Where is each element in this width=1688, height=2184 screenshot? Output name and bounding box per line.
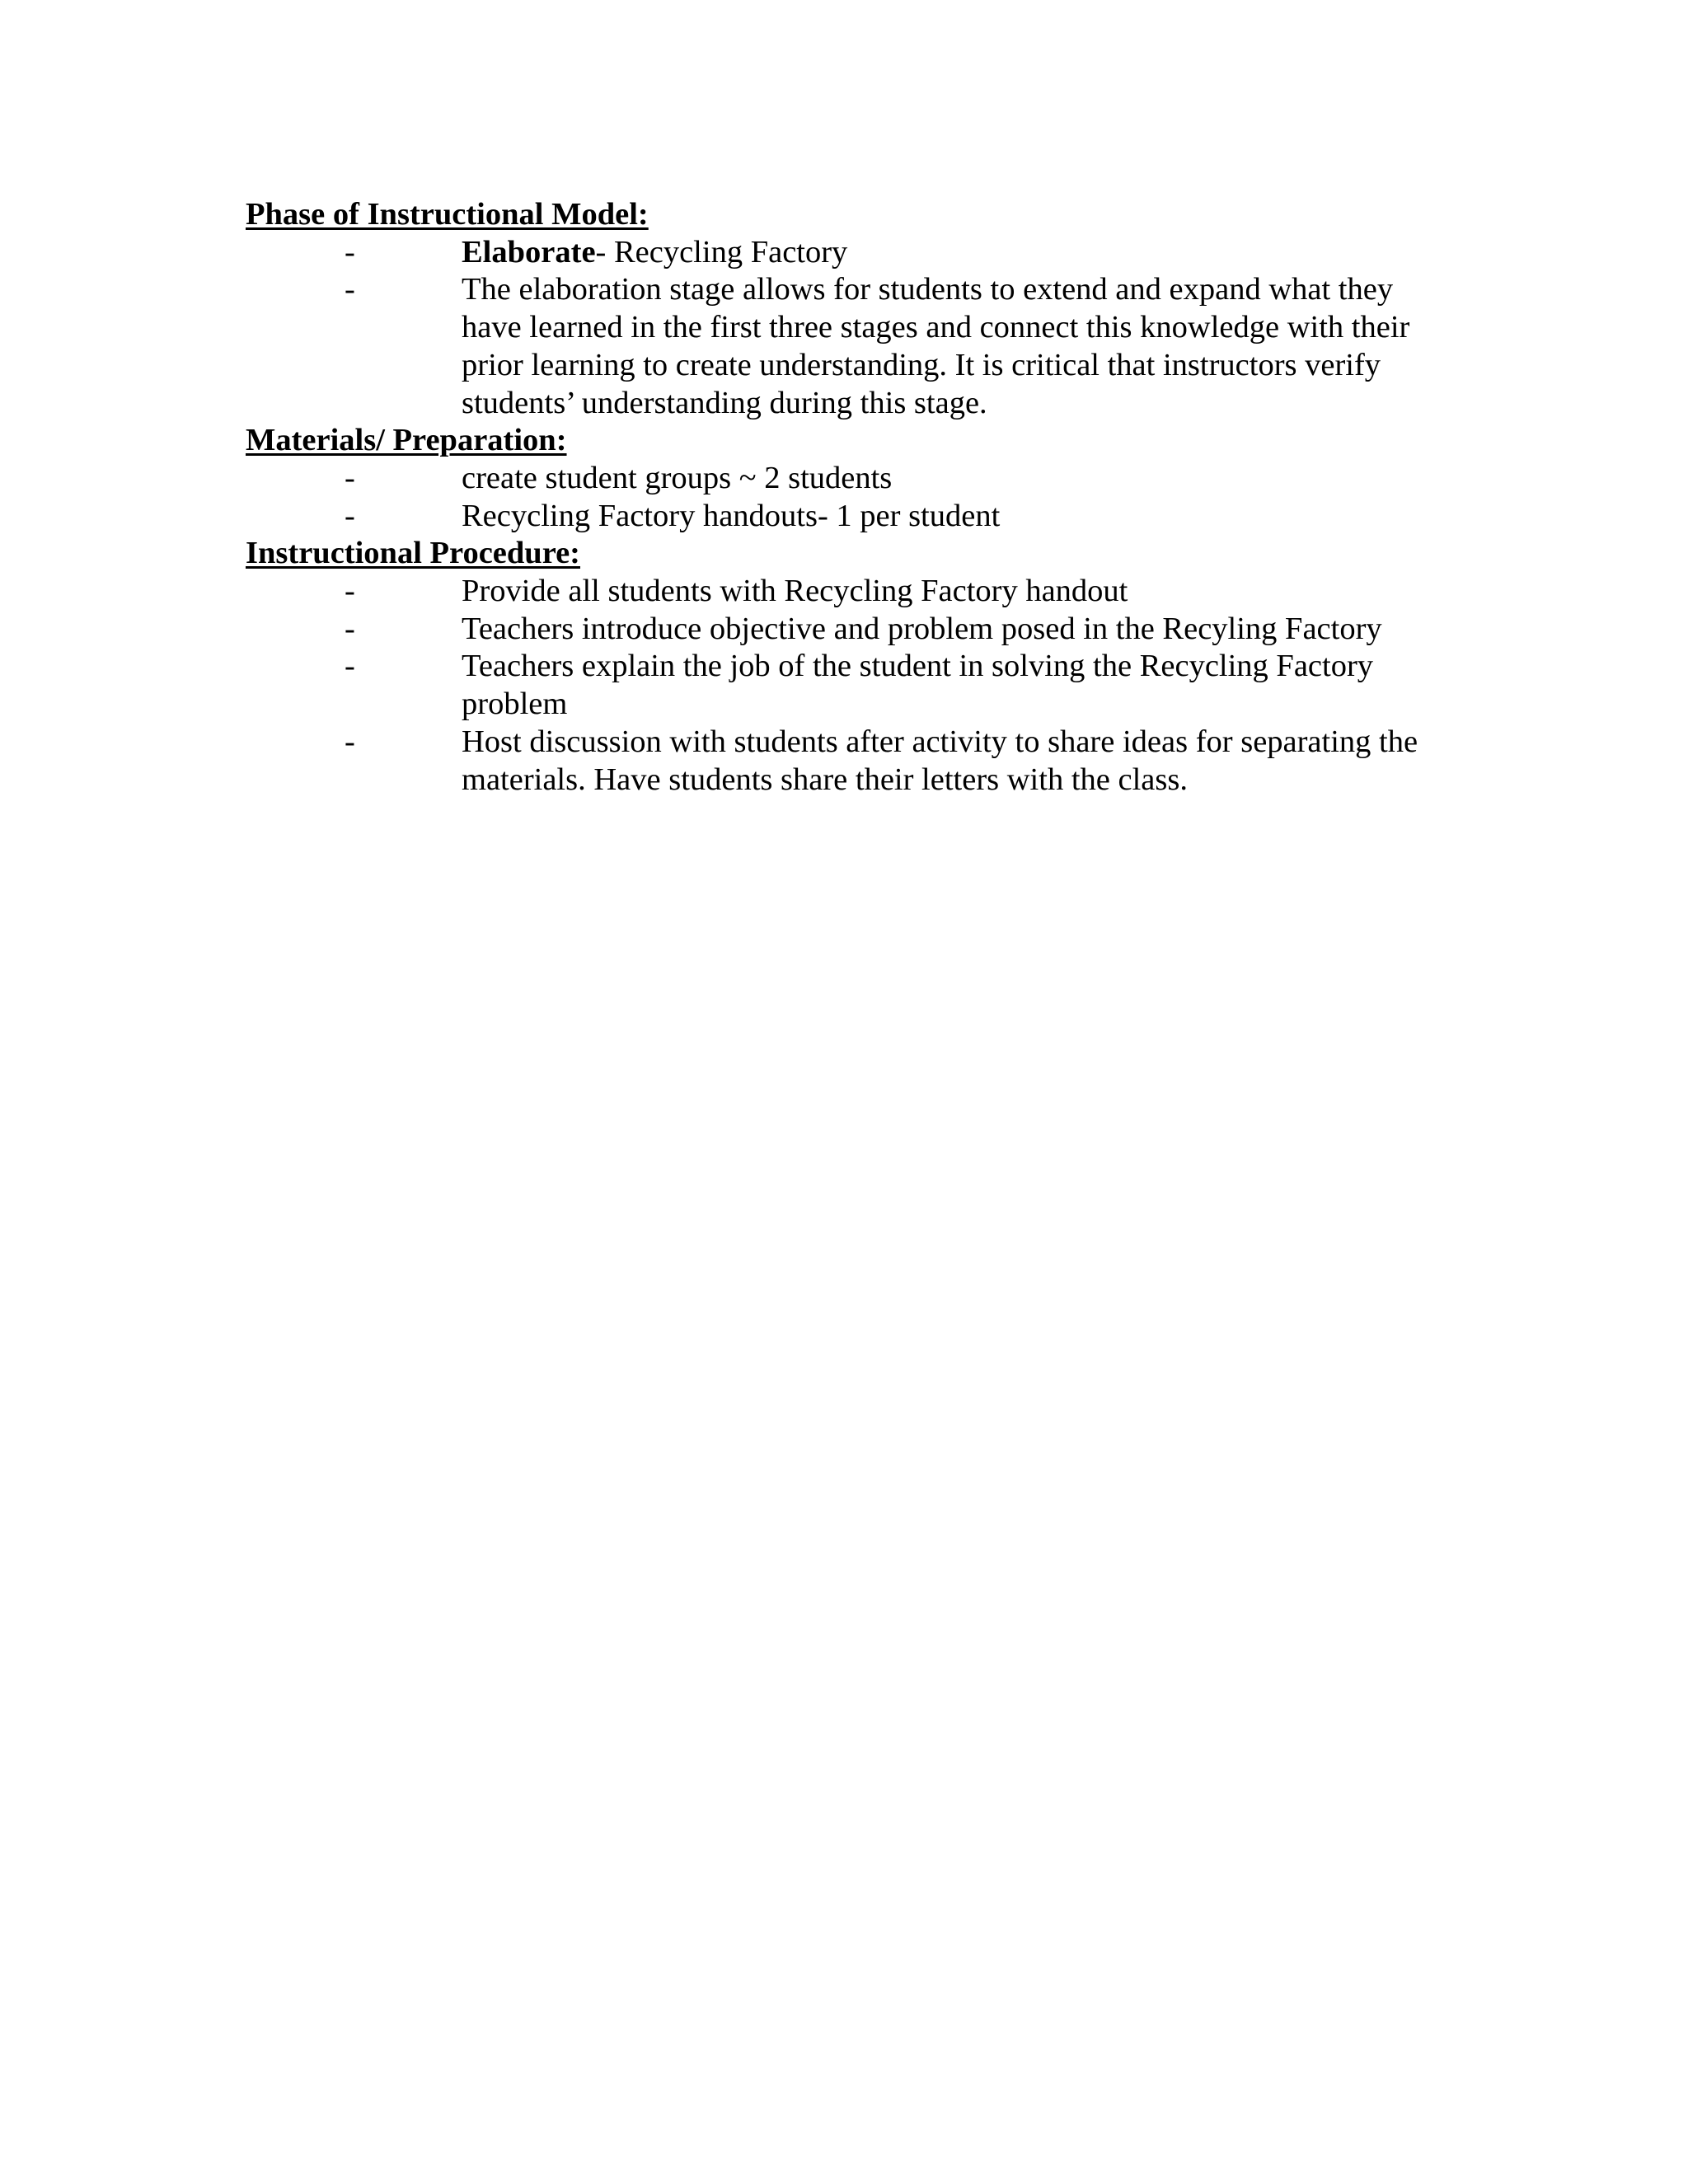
list-item [246, 234, 1449, 272]
bullet-dash: - [345, 234, 355, 269]
section-heading-materials: Materials/ Preparation: [246, 423, 567, 458]
list-item-text: Recycling Factory handouts- 1 per student [462, 498, 1001, 533]
bullet-dash: - [345, 611, 355, 646]
list-item [246, 271, 1449, 422]
list-item-text: Teachers introduce objective and problem posed in the Recyling Factory [462, 611, 1382, 646]
list-item [246, 460, 1449, 498]
section-heading-procedure: Instructional Procedure: [246, 536, 580, 571]
section-heading-phase: Phase of Instructional Model: [246, 197, 649, 232]
list-item [246, 611, 1449, 649]
list-item [246, 724, 1449, 799]
list-item-text: Host discussion with students after activity to share ideas for separating the materials. Have students share their letters with the class. [462, 724, 1418, 797]
list-item-text: Provide all students with Recycling Factory handout [462, 574, 1128, 609]
list-item [246, 573, 1449, 611]
list-item-rest: - Recycling Factory [595, 234, 848, 269]
list-item-text: The elaboration stage allows for students to extend and expand what they have learned in the first three stages and connect this knowledge with their prior learning to create understanding. It is critical that instructors verify students’ understanding during this stage. [462, 272, 1410, 420]
document-page [246, 196, 1449, 799]
list-item-text: create student groups ~ 2 students [462, 460, 893, 495]
bullet-dash: - [345, 574, 355, 609]
bullet-dash: - [345, 460, 355, 495]
bullet-dash: - [345, 498, 355, 533]
bullet-dash: - [345, 724, 355, 759]
bullet-dash: - [345, 649, 355, 684]
bullet-dash: - [345, 272, 355, 307]
list-item [246, 648, 1449, 723]
list-item-text: Teachers explain the job of the student in solving the Recycling Factory problem [462, 649, 1374, 722]
bold-term: Elaborate [462, 234, 596, 269]
list-item [246, 498, 1449, 536]
list-item-text [462, 234, 1451, 272]
